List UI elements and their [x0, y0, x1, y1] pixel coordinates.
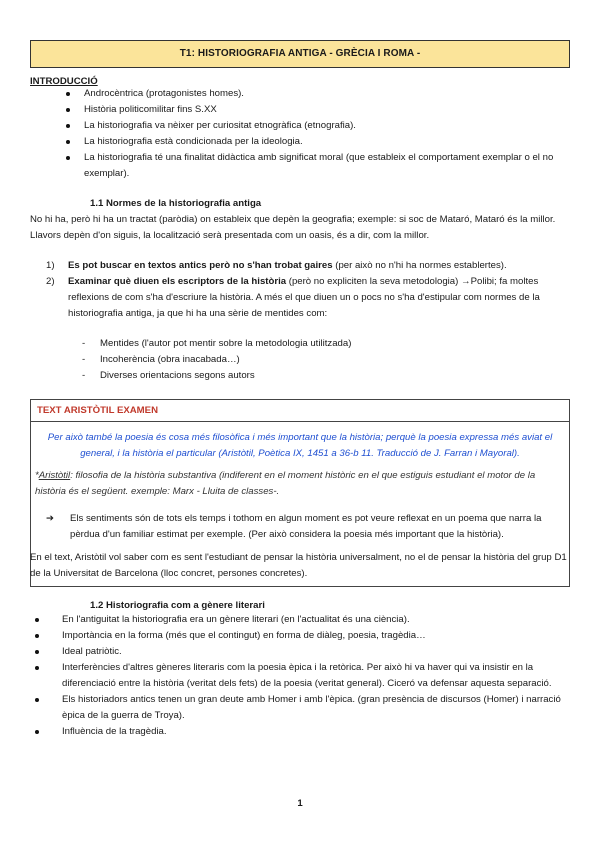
intro-heading: INTRODUCCIÓ	[30, 76, 98, 87]
intro-bullet-list	[64, 86, 564, 182]
list-number: 2)	[46, 276, 55, 287]
list-item: - Incoherència (obra inacabada…)	[80, 352, 560, 368]
list-item: Androcèntrica (protagonistes homes).	[64, 86, 564, 102]
list-item: - Mentides (l'autor pot mentir sobre la metodologia utilitzada)	[80, 336, 560, 352]
list-item: - Diverses orientacions segons autors	[80, 368, 560, 384]
note-asterisk: *	[35, 470, 39, 481]
section-1-1-heading: 1.1 Normes de la historiografia antiga	[90, 198, 262, 209]
aristotle-quote: Per això també la poesia és cosa més filosòfica i més important que la història; perquè la poesia expressa més aviat el general, i la història el particular (Aristòtil, Poètica IX, 1451 a 36-b 11. Traducció de J. Farran i Mayoral).	[47, 432, 553, 459]
note-text: : filosofia de la història substantiva (indiferent en el moment històric en el que estiguis estudiant el motor de la història és el següent. exemple: Marx - Lluita de classes-.	[35, 470, 536, 497]
note-label: Aristòtil	[38, 470, 71, 481]
list-item: La historiografia té una finalitat didàctica amb significat moral (que estableix el comportament exemplar o el no exemplar).	[64, 150, 564, 182]
page-title: T1: HISTORIOGRAFIA ANTIGA - GRÈCIA I ROMA -	[30, 40, 570, 68]
list-item: La historiografia va nèixer per curiositat etnogràfica (etnografia).	[64, 118, 564, 134]
page-number: 1	[297, 798, 303, 809]
list-item	[46, 274, 566, 322]
arrow-item-text: Els sentiments són de tots els temps i tothom en algun moment es pot veure reflexat en un poema que narra la pèrdua d'un familiar estimat per exemple. (Per això considera la poesia més important que la història).	[70, 513, 542, 540]
dash-list	[80, 336, 560, 384]
section-1-1-paragraph: No hi ha, però hi ha un tractat (paròdia) on estableix que depèn la geografia; exemple: si soc de Mataró, Mataró és la millor. Llavors depèn d'on siguis, la localització serà presentada com un oasis, és a dir, com la millor.	[30, 214, 556, 241]
list-item: Els historiadors antics tenen un gran deute amb Homer i amb l'èpica. (gran presència de discursos (Homer) i narració èpica de la guerra de Troya).	[32, 692, 572, 724]
section-1-2-heading: 1.2 Historiografia com a gènere literari	[90, 600, 265, 611]
list-item-text: (per això no n'hi ha normes establertes).	[332, 260, 507, 271]
list-item: La historiografia està condicionada per la ideologia.	[64, 134, 564, 150]
list-item: Història politicomilitar fins S.XX	[64, 102, 564, 118]
list-item: En l'antiguitat la historiografia era un gènere literari (en l'actualitat és una ciència).	[32, 612, 572, 628]
list-item	[46, 258, 566, 274]
list-number: 1)	[46, 260, 55, 271]
list-item-bold: Examinar què diuen els escriptors de la història	[68, 276, 287, 287]
list-item: Importància en la forma (més que el contingut) en forma de diàleg, poesia, tragèdia…	[32, 628, 572, 644]
arrow-icon: ➔	[46, 513, 55, 524]
list-item: Interferències d'altres gèneres literaris com la poesia èpica i la retòrica. Per això hi va haver qui va insistir en la diferenciació entre la història (veritat dels fets) de la poesia (veritat general). Ciceró va defensar aquesta separació.	[32, 660, 572, 692]
numbered-list	[46, 258, 566, 322]
section-1-2-bullet-list	[32, 612, 572, 740]
list-item-text: (però no expliciten la seva metodologia) →Polibi; fa moltes reflexions de com s'ha d'escriure la història. A més el que diuen un o pocs no s'ha d'estipular com normes de la historiografia antiga, ja que hi ha una sèrie de mentides com:	[68, 276, 540, 319]
list-item: Ideal patriòtic.	[32, 644, 572, 660]
list-item: Influència de la tragèdia.	[32, 724, 572, 740]
list-item-bold: Es pot buscar en textos antics però no s'han trobat gaires	[68, 260, 333, 271]
exam-heading: TEXT ARISTÒTIL EXAMEN	[31, 400, 569, 422]
aristotle-note	[35, 468, 565, 500]
exam-paragraph: En el text, Aristòtil vol saber com es sent l'estudiant de pensar la història universalment, no el de pensar la història del grup D1 de la Universitat de Barcelona (lloc concret, persones concretes).	[30, 552, 567, 579]
